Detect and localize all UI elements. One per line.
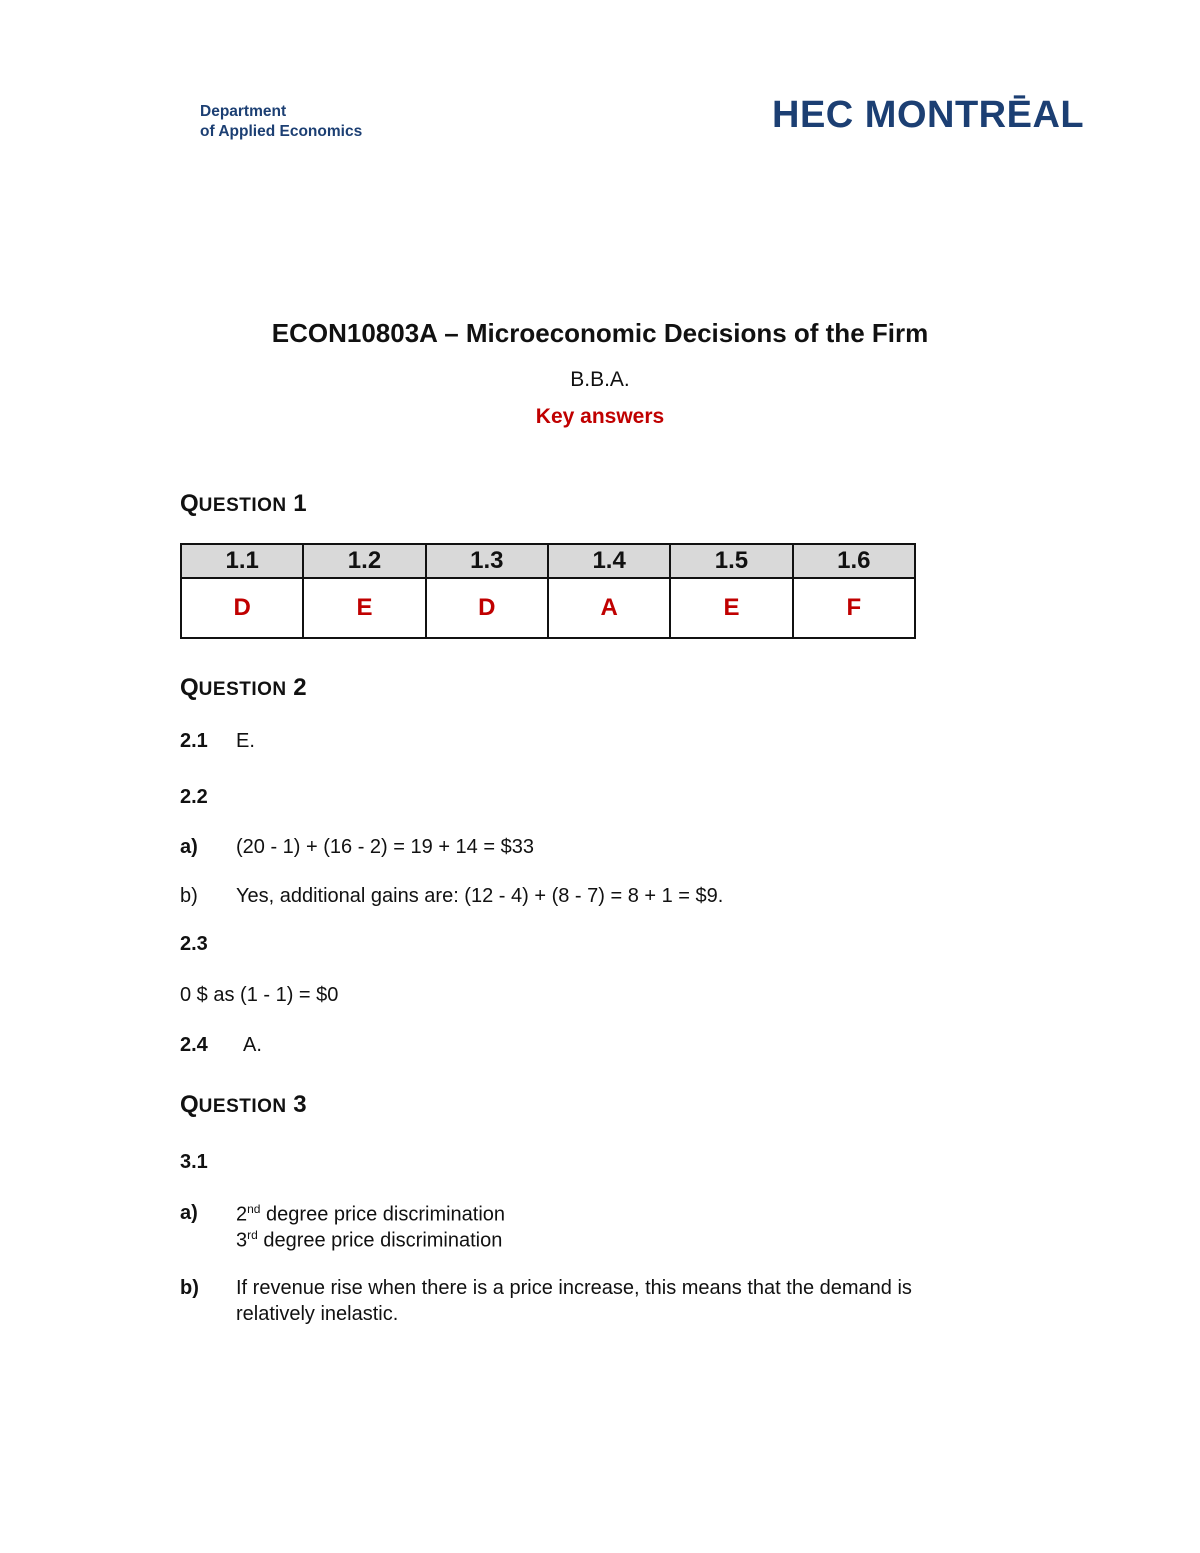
answer-cell: A — [548, 578, 670, 638]
table-header-row — [181, 544, 915, 578]
item-2-3-text: 0 $ as (1 - 1) = $0 — [180, 984, 339, 1006]
item-2-2-b-label: b) — [180, 885, 198, 907]
table-header-cell: 1.4 — [548, 544, 670, 578]
item-2-4-answer: A. — [243, 1034, 262, 1056]
hec-montreal-logo: HEC MONTRĒAL — [772, 94, 1085, 136]
document-title: ECON10803A – Microeconomic Decisions of the Firm — [271, 318, 929, 348]
answer-cell: D — [181, 578, 303, 638]
question-3-heading: QUESTION 3 — [180, 1091, 307, 1118]
department-line-1: Department — [200, 103, 287, 120]
item-2-1-label: 2.1 — [180, 730, 208, 752]
item-3-1-a-line-2: 3rd degree price discrimination — [236, 1228, 503, 1252]
question-1-answer-table — [180, 543, 916, 639]
department-label — [200, 102, 362, 142]
item-2-4-label: 2.4 — [180, 1034, 208, 1056]
table-header-cell: 1.1 — [181, 544, 303, 578]
item-2-2-a-label: a) — [180, 836, 198, 858]
item-2-2-a-text: (20 - 1) + (16 - 2) = 19 + 14 = $33 — [236, 836, 534, 858]
question-1-heading: QUESTION 1 — [180, 490, 307, 517]
table-header-cell: 1.3 — [426, 544, 548, 578]
answer-cell: D — [426, 578, 548, 638]
table-header-cell: 1.2 — [303, 544, 425, 578]
item-2-3-label: 2.3 — [180, 933, 208, 955]
table-header-cell: 1.6 — [793, 544, 915, 578]
item-3-1-b-label: b) — [180, 1277, 199, 1299]
item-3-1-a-label: a) — [180, 1202, 198, 1224]
item-3-1-b-line-1: If revenue rise when there is a price increase, this means that the demand is — [236, 1277, 912, 1299]
item-3-1-b-line-2: relatively inelastic. — [236, 1303, 399, 1325]
document-subtitle: B.B.A. — [570, 368, 630, 391]
item-3-1-a-line-1: 2nd degree price discrimination — [236, 1202, 506, 1226]
item-3-1-label: 3.1 — [180, 1151, 208, 1173]
item-2-2-label: 2.2 — [180, 786, 208, 808]
department-line-2: of Applied Economics — [200, 123, 363, 140]
answer-cell: F — [793, 578, 915, 638]
table-row — [181, 578, 915, 638]
item-2-2-b-text: Yes, additional gains are: (12 - 4) + (8 - 7) = 8 + 1 = $9. — [236, 885, 724, 907]
answer-cell: E — [303, 578, 425, 638]
item-2-1-answer: E. — [236, 730, 255, 752]
question-2-heading: QUESTION 2 — [180, 674, 307, 701]
answer-cell: E — [670, 578, 792, 638]
key-answers-label: Key answers — [535, 405, 665, 428]
table-header-cell: 1.5 — [670, 544, 792, 578]
